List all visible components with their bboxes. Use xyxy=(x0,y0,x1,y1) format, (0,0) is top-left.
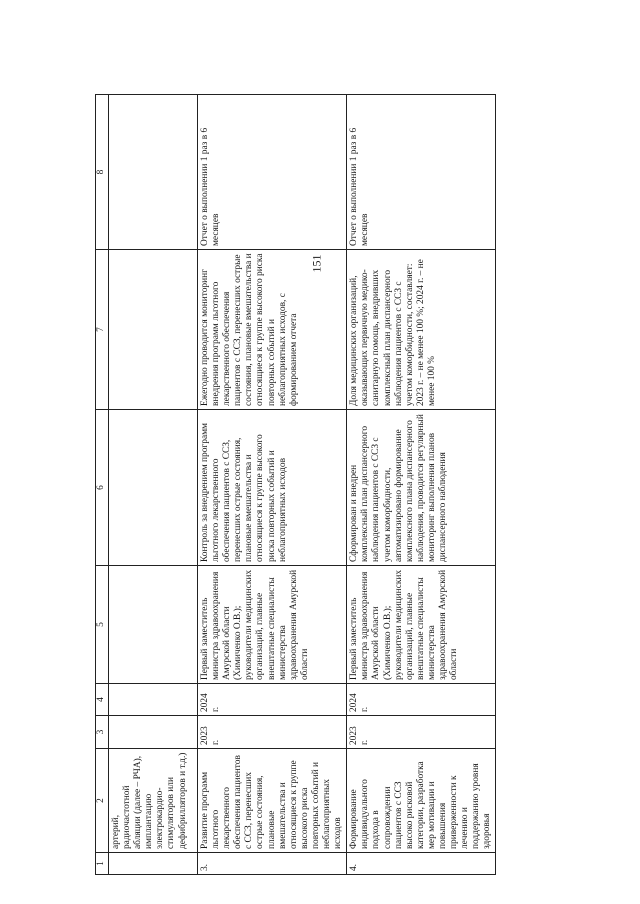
control-cell xyxy=(109,95,198,250)
table-row xyxy=(198,95,347,875)
header-col-3: 3 xyxy=(96,716,109,749)
responsible-cell: Первый заместитель министра здравоохранения Амурской области (Химиченко О.В.); руководители медицинских организаций, главные внештатные специалисты министерства здравоохранения Амурской области xyxy=(347,566,496,684)
table-row xyxy=(347,95,496,875)
row-number: 3. xyxy=(198,853,347,875)
result-cell: Сформирован и внедрен комплексный план диспансерного наблюдения пациентов с ССЗ с учетом коморбидности, автоматизировано формирование комплексного плана диспансерного наблюдения, проводится регулярный мониторинг выполнения планов диспансерного наблюдения xyxy=(347,410,496,566)
result-cell xyxy=(109,410,198,566)
rotated-table-area xyxy=(95,95,493,875)
row-number xyxy=(109,853,198,875)
header-col-1: 1 xyxy=(96,853,109,875)
end-date-cell: 2024 г. xyxy=(198,684,347,716)
measure-cell: артерий, радиочастотной абляции (далее – РЧА), имплантацию электрокардио-стимуляторов или дефибрилляторов и т.д.) xyxy=(109,749,198,853)
page-number: 151 xyxy=(309,254,324,273)
start-date-cell: 2023 г. xyxy=(347,716,496,749)
indicator-cell xyxy=(109,250,198,410)
header-col-7: 7 xyxy=(96,250,109,410)
measure-cell: Развитие программ льготного лекарственного обеспечения пациентов с ССЗ, перенесших острые состояния, плановые вмешательства и относящиеся к группе высокого риска повторных событий и неблагоприятных исходов xyxy=(198,749,347,853)
indicator-cell: Ежегодно проводится мониторинг внедрения программ льготного лекарственного обеспечения пациентов с ССЗ, перенесших острые состояния, плановые вмешательства и относящиеся к группе высокого риска повторных событий и неблагоприятных исходов, с формированием отчета xyxy=(198,250,347,410)
table-row xyxy=(109,95,198,875)
header-col-4: 4 xyxy=(96,684,109,716)
row-number: 4. xyxy=(347,853,496,875)
header-col-2: 2 xyxy=(96,749,109,853)
start-date-cell: 2023 г. xyxy=(198,716,347,749)
result-cell: Контроль за внедрением программ льготного лекарственного обеспечения пациентов с ССЗ, перенесших острые состояния, плановые вмешательства и относящиеся к группе высокого риска повторных событий и неблагоприятных исходов xyxy=(198,410,347,566)
header-col-5: 5 xyxy=(96,566,109,684)
control-cell: Отчет о выполнении 1 раз в 6 месяцев xyxy=(198,95,347,250)
indicator-cell: Доля медицинских организаций, оказывающих первичную медико-санитарную помощь, внедривших комплексный план диспансерного наблюдения пациентов с ССЗ с учетом коморбидности, составляет: 2023 г. – не менее 100 %; 2024 г. – не менее 100 % xyxy=(347,250,496,410)
measure-cell: Формирование индивидуального подхода в сопровождении пациентов с ССЗ высоко рисковой категории, разработка мер мотивации и повышения приверженности к лечению и поддержанию уровня здоровья xyxy=(347,749,496,853)
header-col-6: 6 xyxy=(96,410,109,566)
end-date-cell xyxy=(109,684,198,716)
responsible-cell xyxy=(109,566,198,684)
control-cell: Отчет о выполнении 1 раз в 6 месяцев xyxy=(347,95,496,250)
end-date-cell: 2024 г. xyxy=(347,684,496,716)
header-col-8: 8 xyxy=(96,95,109,250)
responsible-cell: Первый заместитель министра здравоохранения Амурской области (Химиченко О.В.); руководители медицинских организаций, главные внештатные специалисты министерства здравоохранения Амурской области xyxy=(198,566,347,684)
start-date-cell xyxy=(109,716,198,749)
activity-table xyxy=(95,94,496,875)
header-row xyxy=(96,95,109,875)
rotated-table-wrapper xyxy=(95,95,493,875)
